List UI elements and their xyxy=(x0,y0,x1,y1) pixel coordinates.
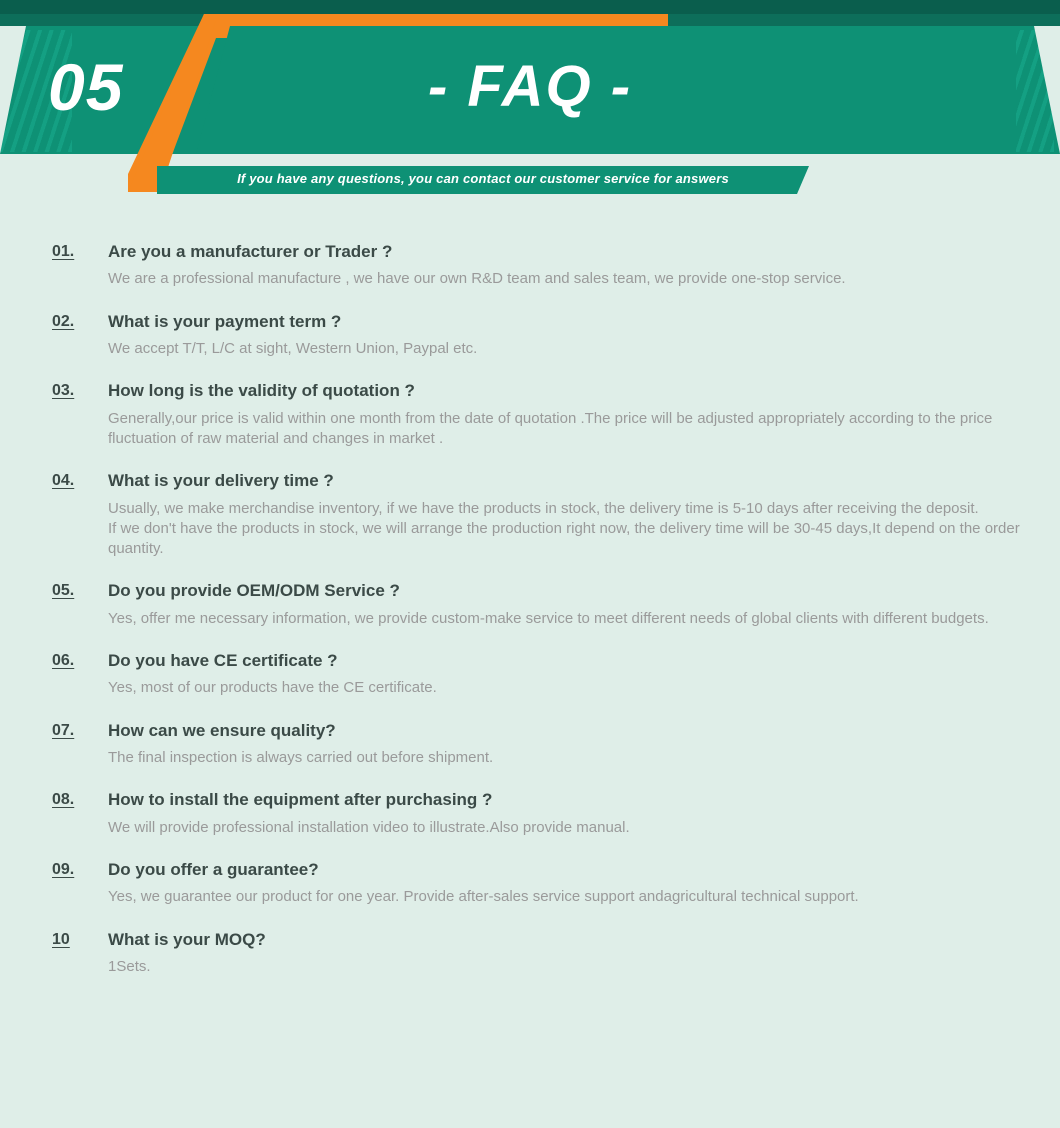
faq-question-row xyxy=(52,721,1020,741)
faq-answer xyxy=(108,818,1020,838)
faq-question: Do you provide OEM/ODM Service ? xyxy=(108,581,400,601)
faq-answer xyxy=(108,609,1020,629)
faq-item xyxy=(52,471,1020,559)
faq-answer-line: 1Sets. xyxy=(108,957,151,975)
faq-item xyxy=(52,721,1020,769)
faq-answer-line: We are a professional manufacture , we have our own R&D team and sales team, we provide one-stop service. xyxy=(108,270,846,288)
faq-answer-line: If we don't have the products in stock, we will arrange the production right now, the delivery time will be 30-45 days,It depend on the order quantity. xyxy=(108,519,1020,558)
faq-answer xyxy=(108,748,1020,768)
faq-item xyxy=(52,242,1020,290)
faq-question-row xyxy=(52,651,1020,671)
section-number: 05 xyxy=(48,50,124,124)
faq-number: 01. xyxy=(52,243,75,260)
faq-answer xyxy=(108,339,1020,359)
faq-answer xyxy=(108,499,1020,560)
page-title: - FAQ - xyxy=(427,54,633,119)
faq-number: 05. xyxy=(52,582,75,600)
faq-question-row xyxy=(52,381,1020,401)
faq-item xyxy=(52,581,1020,629)
faq-number: 03. xyxy=(52,382,75,400)
faq-header-banner xyxy=(0,0,1060,200)
faq-item xyxy=(52,930,1020,978)
faq-question-row xyxy=(52,312,1020,332)
faq-answer xyxy=(108,887,1020,907)
faq-number: 10 xyxy=(52,930,70,948)
faq-number: 07. xyxy=(52,721,75,739)
faq-question: Are you a manufacturer or Trader ? xyxy=(108,242,393,261)
faq-number: 02. xyxy=(52,312,75,330)
faq-number: 08. xyxy=(52,791,75,809)
subtitle-text: If you have any questions, you can contact our customer service for answers xyxy=(237,171,729,186)
faq-question-row xyxy=(52,581,1020,601)
faq-answer-line: We accept T/T, L/C at sight, Western Union, Paypal etc. xyxy=(108,340,478,358)
faq-item xyxy=(52,860,1020,908)
faq-answer xyxy=(108,957,1020,977)
faq-item xyxy=(52,651,1020,699)
faq-answer xyxy=(108,269,1020,289)
faq-number: 06. xyxy=(52,651,75,669)
faq-answer-line: We will provide professional installation video to illustrate.Also provide manual. xyxy=(108,818,630,836)
faq-question-row xyxy=(52,790,1020,810)
faq-question-row xyxy=(52,860,1020,880)
faq-question-row xyxy=(52,242,1020,262)
faq-question: What is your delivery time ? xyxy=(108,471,334,491)
header-top-strip-dark xyxy=(0,0,1060,14)
faq-answer-line: Yes, offer me necessary information, we provide custom-make service to meet different needs of global clients with different budgets. xyxy=(108,609,989,627)
faq-list xyxy=(0,200,1060,977)
faq-item xyxy=(52,790,1020,838)
faq-answer xyxy=(108,409,1020,450)
faq-answer-line: Generally,our price is valid within one month from the date of quotation .The price will be adjusted appropriately according to the price fluctuation of raw material and changes in market . xyxy=(108,409,993,447)
faq-item xyxy=(52,312,1020,360)
faq-item xyxy=(52,381,1020,449)
faq-answer-line: Yes, we guarantee our product for one year. Provide after-sales service support andagricultural technical support. xyxy=(108,888,859,906)
faq-answer-line: Yes, most of our products have the CE certificate. xyxy=(108,679,437,697)
faq-answer-line: The final inspection is always carried out before shipment. xyxy=(108,748,494,766)
faq-question: What is your payment term ? xyxy=(108,311,342,331)
faq-question: Do you offer a guarantee? xyxy=(108,859,319,879)
faq-answer-line: Usually, we make merchandise inventory, if we have the products in stock, the delivery time is 5-10 days after receiving the deposit. xyxy=(108,499,979,517)
faq-question: How long is the validity of quotation ? xyxy=(108,381,415,401)
faq-question-row xyxy=(52,471,1020,491)
faq-answer xyxy=(108,678,1020,698)
faq-number: 09. xyxy=(52,860,75,878)
faq-question: How can we ensure quality? xyxy=(108,720,336,740)
faq-number: 04. xyxy=(52,472,75,490)
faq-question: How to install the equipment after purchasing ? xyxy=(108,790,493,810)
faq-question: What is your MOQ? xyxy=(108,929,266,949)
faq-question: Do you have CE certificate ? xyxy=(108,650,338,670)
faq-question-row xyxy=(52,930,1020,950)
